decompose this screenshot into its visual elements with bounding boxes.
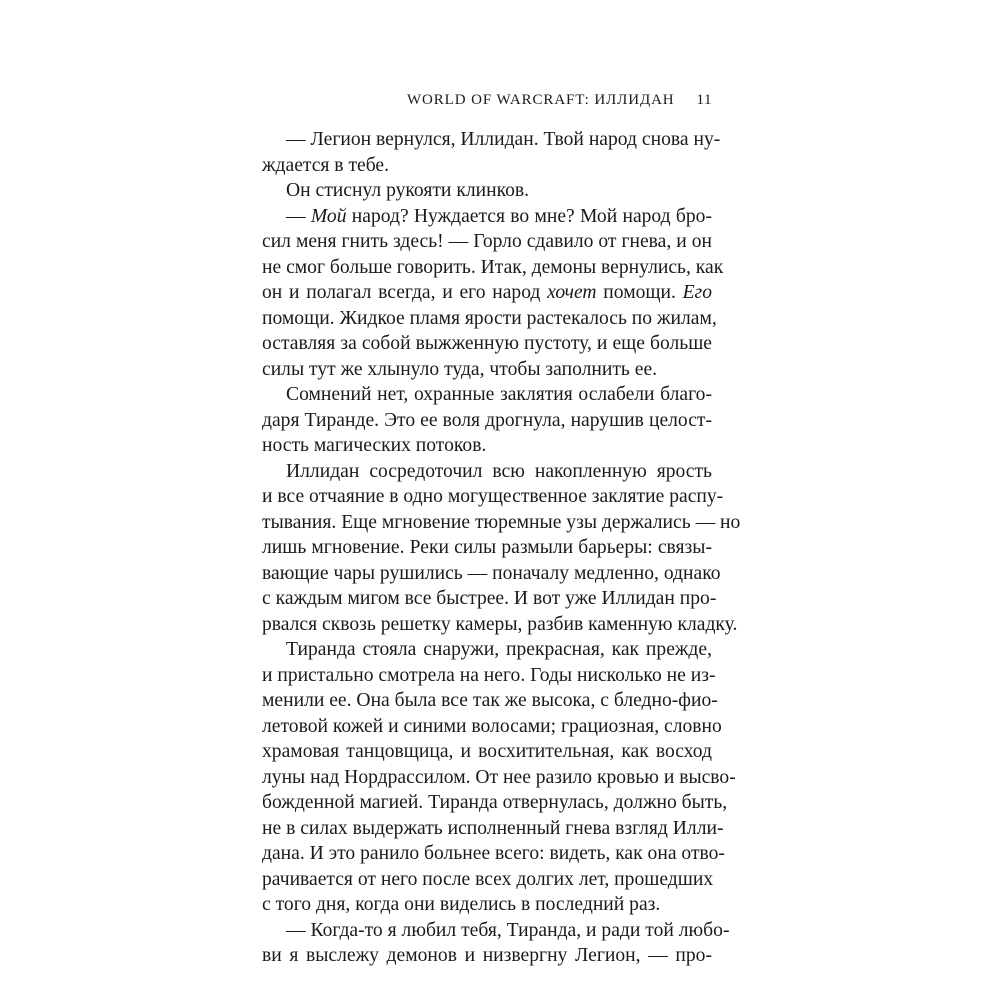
text-run: не в силах выдержать исполненный гнева взгляд Илли- — [262, 817, 724, 839]
text-line — [262, 943, 712, 969]
italic-emphasis: Мой — [310, 205, 347, 227]
text-run: Тиранда стояла снаружи, прекрасная, как прежде, — [286, 639, 712, 660]
text-line — [262, 382, 712, 408]
text-line — [262, 586, 717, 612]
text-line — [262, 765, 736, 791]
text-line — [262, 867, 712, 893]
text-line — [262, 841, 725, 867]
running-title: WORLD OF WARCRAFT: ИЛЛИДАН — [406, 92, 675, 108]
text-run: менили ее. Она была все так же высока, с бледно-фио- — [262, 690, 718, 711]
text-line — [262, 739, 712, 765]
text-run: вающие чары рушились — поначалу медленно, однако — [262, 562, 721, 584]
text-line — [262, 688, 718, 714]
text-line — [262, 357, 712, 383]
text-run: тывания. Еще мгновение тюремные узы держались — но — [262, 511, 741, 533]
text-run: ждается в тебе. — [262, 154, 390, 176]
text-run: ность магических потоков. — [262, 435, 487, 456]
text-line — [262, 433, 712, 459]
text-run: дана. И это ранило больнее всего: видеть, как она отво- — [262, 843, 725, 864]
page-number: 11 — [696, 92, 712, 108]
text-line — [262, 229, 712, 255]
text-line — [262, 255, 724, 281]
text-run: луны над Нордрассилом. От нее разило кровью и высво- — [262, 766, 736, 788]
text-run: ви я выслежу демонов и низвергну Легион, — про- — [262, 945, 712, 966]
text-line — [262, 459, 712, 485]
text-run: Сомнений нет, охранные заклятия ослабели благо- — [286, 384, 712, 405]
text-line — [262, 484, 724, 510]
text-run: помощи. Жидкое пламя ярости растекалось по жилам, — [262, 307, 717, 329]
italic-emphasis: хочет — [547, 282, 597, 303]
text-line — [262, 535, 712, 561]
text-run: летовой кожей и синими волосами; грациозная, словно — [262, 715, 722, 737]
text-run: храмовая танцовщица, и восхитительная, как восход — [262, 741, 712, 762]
text-run: с того дня, когда они виделись в последний раз. — [262, 894, 661, 915]
text-run: рачивается от него после всех долгих лет, прошедших — [262, 868, 714, 890]
text-run: — Когда-то я любил тебя, Тиранда, и ради той любо- — [286, 919, 730, 941]
text-line — [262, 714, 722, 740]
text-run: рвался сквозь решетку камеры, разбив каменную кладку. — [262, 613, 738, 635]
text-run: не смог больше говорить. Итак, демоны вернулись, как — [262, 256, 724, 278]
text-line — [262, 663, 716, 689]
text-line — [262, 306, 717, 332]
text-line — [262, 892, 712, 918]
text-run: даря Тиранде. Это ее воля дрогнула, нарушив целост- — [262, 409, 712, 431]
text-line — [262, 612, 738, 638]
text-run: — Легион вернулся, Иллидан. Твой народ снова ну- — [286, 129, 721, 150]
text-run: сил меня гнить здесь! — Горло сдавило от гнева, и он — [262, 231, 712, 252]
text-run: народ? Нуждается во мне? Мой народ бро- — [346, 205, 712, 227]
text-run: и все отчаяние в одно могущественное заклятие распу- — [262, 486, 724, 507]
text-line — [262, 280, 712, 306]
text-line — [262, 510, 741, 536]
text-run: он и полагал всегда, и его народ — [262, 282, 548, 303]
text-run: божденной магией. Тиранда отвернулась, должно быть, — [262, 792, 728, 813]
text-line — [262, 408, 712, 434]
text-line — [262, 178, 712, 204]
text-run: Иллидан сосредоточил всю накопленную ярость — [286, 460, 712, 482]
text-run: оставляя за собой выжженную пустоту, и еще больше — [262, 333, 712, 354]
text-line — [262, 637, 712, 663]
text-line — [262, 127, 721, 153]
text-run: силы тут же хлынуло туда, чтобы заполнить ее. — [262, 358, 658, 380]
text-line — [262, 918, 730, 944]
text-run: — — [286, 205, 311, 227]
italic-emphasis: Его — [682, 282, 713, 303]
text-line — [262, 153, 712, 179]
text-line — [262, 331, 712, 357]
text-run: Он стиснул рукояти клинков. — [286, 180, 530, 201]
text-line — [262, 790, 728, 816]
text-line — [262, 204, 712, 230]
text-run: и пристально смотрела на него. Годы нисколько не из- — [262, 664, 716, 686]
text-run: помощи. — [596, 282, 683, 303]
text-line — [262, 561, 721, 587]
text-line — [262, 816, 724, 842]
text-run: лишь мгновение. Реки силы размыли барьеры: связы- — [262, 537, 712, 558]
body-text — [262, 127, 741, 969]
running-head — [262, 92, 712, 109]
text-run: с каждым мигом все быстрее. И вот уже Иллидан про- — [262, 588, 717, 609]
